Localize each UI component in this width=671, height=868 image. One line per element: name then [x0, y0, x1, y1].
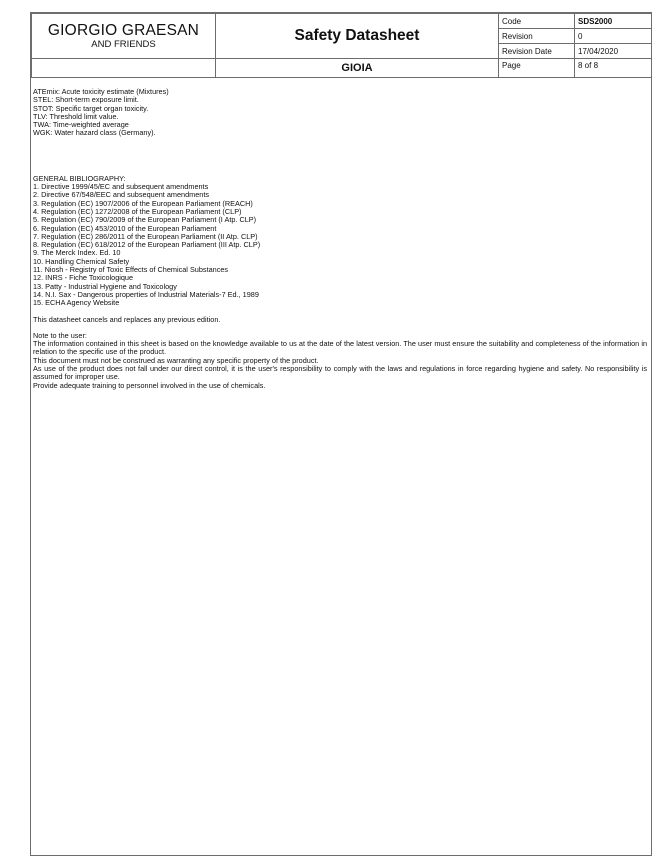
bibliography-item: 9. The Merck Index. Ed. 10 [33, 248, 121, 258]
spacer [33, 324, 647, 332]
bibliography-item: 2. Directive 67/548/EEC and subsequent amendments [33, 190, 210, 200]
note-heading: Note to the user: [33, 330, 87, 340]
note-paragraph: Provide adequate training to personnel involved in the use of chemicals. [33, 380, 266, 390]
datasheet-page [30, 12, 652, 856]
bibliography-item: 12. INRS - Fiche Toxicologique [33, 273, 134, 283]
bibliography-item: 11. Niosh - Registry of Toxic Effects of Chemical Substances [33, 265, 229, 275]
code-value: SDS2000 [575, 14, 652, 29]
document-header [31, 13, 652, 78]
note-paragraph: As use of the product does not fall under our direct control, it is the user's responsibility to comply with the laws and regulations in force regarding hygiene and safety. No responsibility is assumed for improper use. [33, 364, 647, 382]
abbreviation-item: STOT: Specific target organ toxicity. [33, 103, 149, 113]
document-body [33, 88, 647, 390]
bibliography-item: 8. Regulation (EC) 618/2012 of the European Parliament (III Atp. CLP) [33, 240, 261, 250]
abbreviations-list [33, 88, 647, 138]
revision-date-value: 17/04/2020 [575, 44, 652, 59]
page-value: 8 of 8 [575, 59, 652, 78]
note-paragraph: The information contained in this sheet is based on the knowledge available to us at the date of the latest version. The user must ensure the suitability and completeness of the information in relation to the specific use of the product. [33, 339, 647, 357]
revision-label: Revision [499, 29, 575, 44]
spacer [33, 138, 647, 162]
abbreviation-item: STEL: Short-term exposure limit. [33, 95, 139, 105]
cancels-notice: This datasheet cancels and replaces any previous edition. [33, 314, 221, 324]
note-to-user [33, 332, 647, 390]
abbreviation-item: ATEmix: Acute toxicity estimate (Mixtures) [33, 87, 169, 96]
page-label: Page [499, 59, 575, 78]
bibliography-item: 14. N.I. Sax - Dangerous properties of Industrial Materials-7 Ed., 1989 [33, 289, 259, 299]
abbreviation-item: TWA: Time-weighted average [33, 120, 129, 130]
abbreviation-item: WGK: Water hazard class (Germany). [33, 128, 156, 138]
company-block [32, 14, 216, 59]
product-name: GIOIA [216, 59, 499, 78]
revision-date-label: Revision Date [499, 44, 575, 59]
bibliography-section [33, 175, 647, 308]
bibliography-item: 10. Handling Chemical Safety [33, 256, 130, 266]
bibliography-heading: GENERAL BIBLIOGRAPHY: [33, 173, 126, 183]
bibliography-item: 3. Regulation (EC) 1907/2006 of the European Parliament (REACH) [33, 198, 253, 208]
bibliography-item: 1. Directive 1999/45/EC and subsequent amendments [33, 182, 209, 192]
company-subtitle: AND FRIENDS [91, 39, 156, 50]
document-title: Safety Datasheet [216, 14, 499, 59]
company-block-spacer [32, 59, 216, 78]
bibliography-item: 13. Patty - Industrial Hygiene and Toxicology [33, 281, 177, 291]
bibliography-item: 7. Regulation (EC) 286/2011 of the European Parliament (II Atp. CLP) [33, 231, 258, 241]
bibliography-item: 6. Regulation (EC) 453/2010 of the European Parliament [33, 223, 217, 233]
abbreviation-item: TLV: Threshold limit value. [33, 111, 119, 121]
bibliography-item: 15. ECHA Agency Website [33, 298, 120, 308]
bibliography-item: 4. Regulation (EC) 1272/2008 of the European Parliament (CLP) [33, 206, 242, 216]
revision-value: 0 [575, 29, 652, 44]
code-label: Code [499, 14, 575, 29]
spacer [33, 162, 647, 175]
company-name: GIORGIO GRAESAN [47, 22, 200, 39]
note-paragraph: This document must not be construed as warranting any specific property of the product. [33, 355, 319, 365]
bibliography-item: 5. Regulation (EC) 790/2009 of the European Parliament (I Atp. CLP) [33, 215, 257, 225]
